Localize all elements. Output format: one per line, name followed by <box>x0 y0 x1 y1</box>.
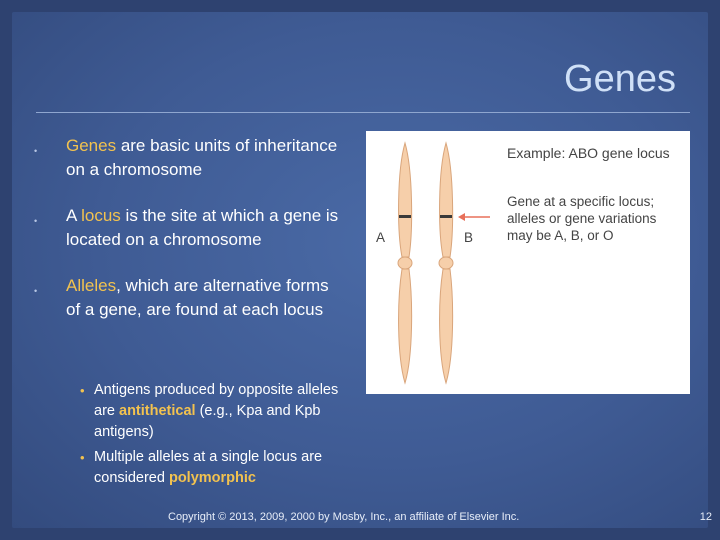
locus-arrow <box>458 213 490 221</box>
sub-bullet-multiple-alleles <box>80 447 360 489</box>
bullet-alleles <box>34 274 344 322</box>
term-polymorphic: polymorphic <box>168 470 256 486</box>
bullet-text: , which are alternative forms of a gene, are found at each locus <box>66 276 329 319</box>
bullet-genes <box>34 134 344 182</box>
sub-bullet-marker: • <box>80 450 85 465</box>
copyright-footer: Copyright © 2013, 2009, 2000 by Mosby, Inc., an affiliate of Elsevier Inc. <box>168 511 520 523</box>
bullet-marker: • <box>34 286 38 296</box>
figure-heading: Example: ABO gene locus <box>507 145 670 161</box>
sub-bullet-marker: • <box>80 383 85 398</box>
sub-bullet-text: Multiple alleles at a single locus are considered <box>94 449 323 486</box>
bullet-list <box>34 134 344 344</box>
allele-label-b: B <box>464 230 474 245</box>
chromosome-a <box>398 143 412 383</box>
figure-caption-line1: Gene at a specific locus; <box>507 194 655 209</box>
figure-caption-line2: alleles or gene variations <box>507 211 657 226</box>
term-locus: locus <box>81 206 121 225</box>
sub-bullet-list <box>80 380 360 493</box>
term-genes: Genes <box>66 136 117 155</box>
sub-bullet-antigens <box>80 380 360 443</box>
term-alleles: Alleles <box>66 276 117 295</box>
chromosome-diagram <box>366 131 690 394</box>
bullet-marker: • <box>34 216 38 226</box>
figure-caption-line3: may be A, B, or O <box>507 228 614 243</box>
term-antithetical: antithetical <box>119 403 196 419</box>
title-divider <box>36 112 690 113</box>
locus-band-a <box>399 215 411 218</box>
bullet-marker: • <box>34 146 38 156</box>
bullet-text: are basic units of inheritance on a chromosome <box>66 136 338 179</box>
locus-band-b <box>440 215 452 218</box>
slide-number: 12 <box>699 511 712 523</box>
sub-bullet-text: Antigens produced by opposite alleles are <box>94 382 339 419</box>
chromosome-b <box>439 143 453 383</box>
sub-bullet-text-end: (e.g., Kpa and Kpb antigens) <box>94 403 321 440</box>
chromosome-figure <box>366 131 690 394</box>
bullet-locus <box>34 204 344 252</box>
slide-title: Genes <box>564 58 676 100</box>
allele-label-a: A <box>376 230 386 245</box>
bullet-prefix: A <box>66 206 82 225</box>
bullet-text: is the site at which a gene is located on a chromosome <box>66 206 339 249</box>
